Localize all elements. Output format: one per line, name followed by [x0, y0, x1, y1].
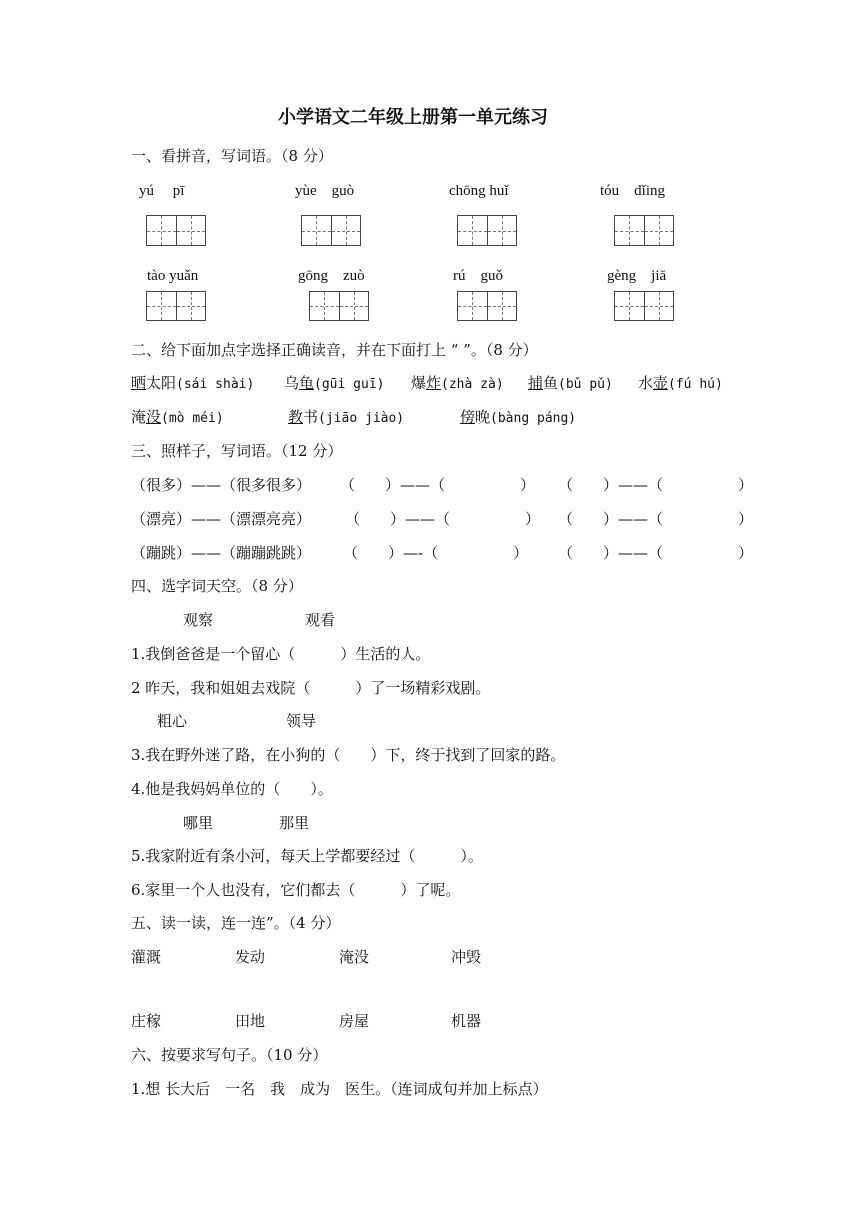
writing-grid[interactable]	[146, 215, 206, 246]
writing-grid[interactable]	[457, 215, 517, 246]
question-6: 6.家里一个人也没有，它们都去（ ）了呢。	[131, 881, 461, 899]
reading-item: 晒太阳(sái shài)	[131, 374, 255, 392]
word-option: 领导	[286, 712, 317, 730]
pinyin-8: gèng jiā	[607, 268, 667, 284]
match-word-bottom[interactable]: 房屋	[339, 1012, 370, 1030]
reading-item: 水壶(fú hú)	[638, 374, 723, 392]
question-2: 2 昨天，我和姐姐去戏院（ ）了一场精彩戏剧。	[131, 679, 491, 697]
sentence-question-1: 1.想 长大后 一名 我 成为 医生。（连词成句并加上标点）	[131, 1080, 548, 1098]
section-2-heading: 二、给下面加点字选择正确读音，并在下面打上 “ ”。（8 分）	[131, 341, 538, 359]
reading-item: 乌龟(gūi guī)	[284, 374, 385, 392]
question-3: 3.我在野外迷了路，在小狗的（ ）下，终于找到了回家的路。	[131, 746, 566, 764]
pinyin-4: tóu dǐing	[600, 183, 666, 199]
answer-blank[interactable]: （ ）——（ ）	[558, 510, 754, 528]
pinyin-7: rú guǒ	[453, 268, 503, 284]
dotted-char: 龟	[299, 374, 315, 392]
match-word-top[interactable]: 淹没	[339, 948, 370, 966]
question-1: 1.我倒爸爸是一个留心（ ）生活的人。	[131, 645, 431, 663]
reading-item: 淹没(mò méi)	[131, 408, 224, 426]
answer-blank[interactable]: （ ）—-（ ）	[343, 544, 529, 562]
writing-grid[interactable]	[614, 215, 674, 246]
question-4: 4.他是我妈妈单位的（ ）。	[131, 780, 333, 798]
section-6-heading: 六、按要求写句子。（10 分）	[131, 1046, 328, 1064]
reading-item: 捕鱼(bǔ pǔ)	[528, 374, 613, 392]
dotted-char: 没	[146, 408, 162, 426]
example-pair: （很多）——（很多很多）	[131, 476, 312, 494]
pinyin-1: yú pī	[139, 183, 185, 199]
reading-item: 傍晚(bàng páng)	[460, 408, 577, 426]
dotted-char: 晒	[131, 374, 147, 392]
section-4-heading: 四、选字词天空。（8 分）	[131, 577, 303, 595]
writing-grid[interactable]	[309, 291, 369, 321]
match-word-bottom[interactable]: 机器	[451, 1012, 482, 1030]
pinyin-3: chōng huǐ	[449, 183, 509, 199]
writing-grid[interactable]	[457, 291, 517, 321]
answer-blank[interactable]: （ ）——（ ）	[558, 476, 754, 494]
page-title: 小学语文二年级上册第一单元练习	[278, 107, 548, 128]
writing-grid[interactable]	[146, 291, 206, 321]
word-option: 观看	[305, 611, 336, 629]
section-1-heading: 一、看拼音，写词语。（8 分）	[131, 147, 333, 165]
dotted-char: 捕	[528, 374, 544, 392]
match-word-bottom[interactable]: 庄稼	[131, 1012, 162, 1030]
word-option: 那里	[279, 814, 310, 832]
pinyin-5: tào yuǎn	[147, 268, 199, 284]
section-5-heading: 五、读一读，连一连”。（4 分）	[131, 914, 341, 932]
word-option: 粗心	[157, 712, 188, 730]
section-3-heading: 三、照样子，写词语。（12 分）	[131, 442, 343, 460]
question-5: 5.我家附近有条小河，每天上学都要经过（ ）。	[131, 847, 483, 865]
pinyin-2: yùe guò	[295, 183, 355, 199]
example-pair: （漂亮）——（漂漂亮亮）	[131, 510, 312, 528]
dotted-char: 炸	[426, 374, 442, 392]
match-word-bottom[interactable]: 田地	[235, 1012, 266, 1030]
match-word-top[interactable]: 发动	[235, 948, 266, 966]
answer-blank[interactable]: （ ）——（ ）	[345, 510, 541, 528]
reading-item: 爆炸(zhà zà)	[411, 374, 504, 392]
writing-grid[interactable]	[301, 215, 361, 246]
answer-blank[interactable]: （ ）——（ ）	[558, 544, 754, 562]
reading-item: 教书(jiāo jiào)	[288, 408, 405, 426]
match-word-top[interactable]: 冲毁	[451, 948, 482, 966]
answer-blank[interactable]: （ ）——（ ）	[340, 476, 536, 494]
dotted-char: 教	[288, 408, 304, 426]
example-pair: （蹦跳）——（蹦蹦跳跳）	[131, 544, 312, 562]
dotted-char: 壶	[653, 374, 669, 392]
pinyin-6: gōng zuò	[298, 268, 365, 284]
word-option: 观察	[183, 611, 214, 629]
writing-grid[interactable]	[614, 291, 674, 321]
match-word-top[interactable]: 灌溉	[131, 948, 162, 966]
dotted-char: 傍	[460, 408, 476, 426]
word-option: 哪里	[183, 814, 214, 832]
